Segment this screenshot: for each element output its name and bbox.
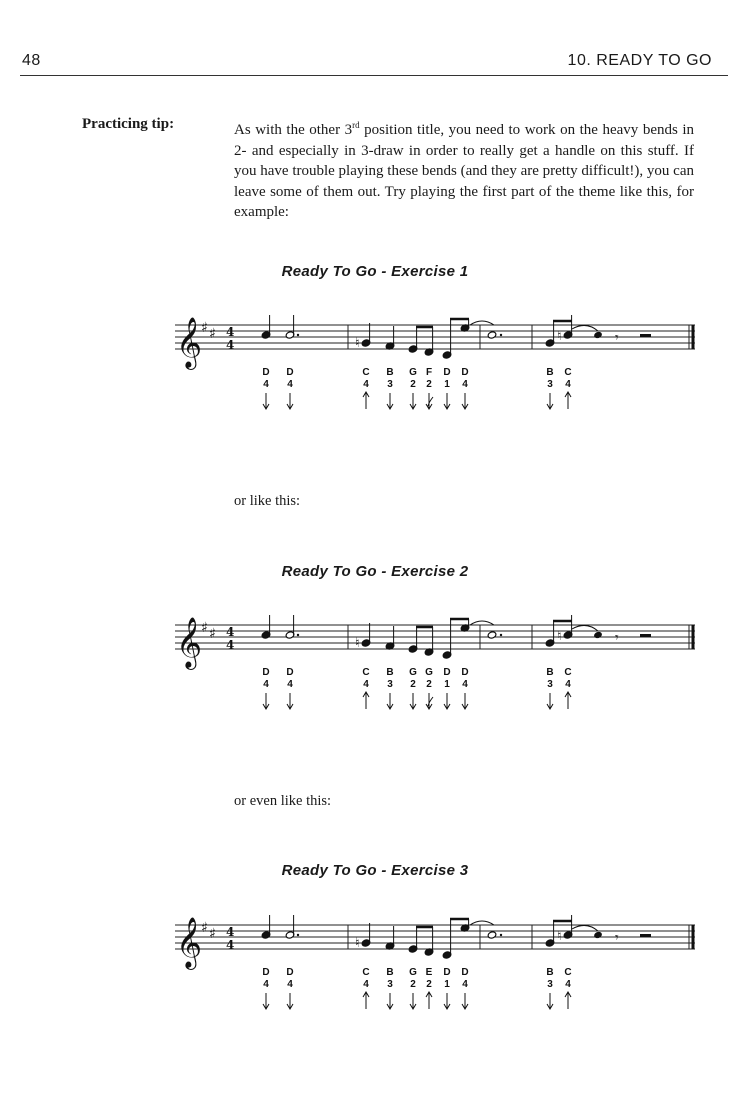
time-signature-bottom: 4 — [226, 338, 235, 352]
tie — [572, 325, 598, 331]
eighth-rest-icon: 𝄾 — [615, 630, 619, 646]
note-head — [487, 931, 497, 939]
dot — [500, 334, 502, 336]
chapter-title: 10. READY TO GO — [567, 52, 712, 69]
tab-hole-number: 1 — [444, 379, 450, 390]
tab-note-letter: G — [409, 967, 417, 978]
tab-note-letter: B — [546, 967, 554, 978]
tab-hole-number: 4 — [263, 679, 269, 690]
tab-hole-number: 4 — [263, 979, 269, 990]
tip-text-start: As with the other 3 — [234, 122, 353, 138]
tab-hole-number: 4 — [363, 679, 369, 690]
tab-note-letter: D — [286, 967, 294, 978]
tip-text-end: position title, you need to work on the heavy bends in 2- and especially in 3-draw in order to really get a handle on this stuff. If you have trouble playing these bends (and they are pretty difficult!), you can leave some of them out. Try playing the first part of the theme like this, for example: — [234, 122, 695, 220]
treble-clef-icon: 𝄞 — [176, 317, 203, 368]
tab-hole-number: 3 — [547, 379, 553, 390]
tab-hole-number: 3 — [547, 679, 553, 690]
key-sharp-icon: ♯ — [209, 626, 216, 642]
exercise-2-staff — [0, 605, 750, 715]
time-signature-top: 4 — [226, 325, 235, 339]
treble-clef-icon: 𝄞 — [176, 617, 203, 668]
tab-note-letter: D — [443, 367, 451, 378]
half-rest-icon — [640, 934, 651, 937]
time-signature-top: 4 — [226, 925, 235, 939]
tab-hole-number: 2 — [426, 379, 432, 390]
natural-icon: ♮ — [355, 936, 360, 951]
tab-note-letter: C — [564, 367, 572, 378]
tab-hole-number: 3 — [387, 679, 393, 690]
dot — [297, 334, 299, 336]
tab-note-letter: B — [546, 367, 554, 378]
tab-hole-number: 4 — [363, 379, 369, 390]
tab-note-letter: D — [262, 967, 270, 978]
tie — [572, 625, 598, 631]
note-head — [487, 331, 497, 339]
tab-hole-number: 4 — [565, 679, 571, 690]
tab-note-letter: C — [564, 667, 572, 678]
natural-icon: ♮ — [557, 629, 562, 644]
tab-note-letter: E — [425, 967, 433, 978]
exercise-3-staff — [0, 905, 750, 1015]
tab-hole-number: 2 — [410, 979, 416, 990]
tab-hole-number: 2 — [410, 379, 416, 390]
time-signature-bottom: 4 — [226, 938, 235, 952]
tab-hole-number: 4 — [565, 379, 571, 390]
tab-note-letter: D — [262, 367, 270, 378]
page-number: 48 — [22, 52, 41, 69]
tie — [572, 925, 598, 931]
dot — [500, 634, 502, 636]
half-rest-icon — [640, 634, 651, 637]
tie — [470, 321, 494, 325]
tab-hole-number: 4 — [287, 379, 293, 390]
eighth-rest-icon: 𝄾 — [615, 330, 619, 346]
tab-hole-number: 3 — [387, 979, 393, 990]
tab-hole-number: 4 — [263, 379, 269, 390]
tab-hole-number: 3 — [547, 979, 553, 990]
key-sharp-icon: ♯ — [209, 926, 216, 942]
key-sharp-icon: ♯ — [201, 920, 208, 936]
tip-label: Practicing tip: — [82, 116, 175, 132]
tab-note-letter: B — [386, 667, 394, 678]
dot — [297, 934, 299, 936]
half-rest-icon — [640, 334, 651, 337]
tab-note-letter: G — [409, 367, 417, 378]
tab-hole-number: 4 — [462, 379, 468, 390]
tab-hole-number: 4 — [287, 979, 293, 990]
tab-note-letter: C — [564, 967, 572, 978]
note-head — [593, 331, 603, 339]
key-sharp-icon: ♯ — [209, 326, 216, 342]
exercise-3-title: Ready To Go - Exercise 3 — [281, 862, 469, 879]
tab-note-letter: D — [443, 667, 451, 678]
tab-hole-number: 4 — [565, 979, 571, 990]
key-sharp-icon: ♯ — [201, 320, 208, 336]
tab-note-letter: C — [362, 667, 370, 678]
time-signature-bottom: 4 — [226, 638, 235, 652]
tab-note-letter: D — [461, 667, 469, 678]
tie — [470, 921, 494, 925]
tab-hole-number: 4 — [363, 979, 369, 990]
tab-note-letter: D — [262, 667, 270, 678]
exercise-1-title: Ready To Go - Exercise 1 — [281, 263, 469, 280]
tab-hole-number: 4 — [462, 979, 468, 990]
tip-text — [234, 115, 694, 223]
time-signature-top: 4 — [226, 625, 235, 639]
tab-hole-number: 3 — [387, 379, 393, 390]
tab-hole-number: 4 — [287, 679, 293, 690]
natural-icon: ♮ — [557, 329, 562, 344]
tab-note-letter: C — [362, 967, 370, 978]
eighth-rest-icon: 𝄾 — [615, 930, 619, 946]
tab-note-letter: F — [425, 367, 433, 378]
note-head — [593, 631, 603, 639]
tab-hole-number: 2 — [426, 979, 432, 990]
or-like-this-text: or like this: — [234, 493, 301, 509]
dot — [297, 634, 299, 636]
tab-hole-number: 1 — [444, 679, 450, 690]
tab-note-letter: B — [546, 667, 554, 678]
header-rule — [20, 75, 728, 76]
note-head — [487, 631, 497, 639]
tab-hole-number: 4 — [462, 679, 468, 690]
tab-hole-number: 1 — [444, 979, 450, 990]
tab-note-letter: D — [443, 967, 451, 978]
tab-hole-number: 2 — [426, 679, 432, 690]
treble-clef-icon: 𝄞 — [176, 917, 203, 968]
or-even-like-this-text: or even like this: — [234, 793, 332, 809]
tab-note-letter: C — [362, 367, 370, 378]
tip-text-superscript: rd — [352, 120, 360, 130]
natural-icon: ♮ — [355, 336, 360, 351]
tab-note-letter: D — [286, 367, 294, 378]
tab-note-letter: G — [409, 667, 417, 678]
tab-note-letter: B — [386, 967, 394, 978]
tab-note-letter: D — [461, 367, 469, 378]
tie — [470, 621, 494, 625]
tab-note-letter: B — [386, 367, 394, 378]
exercise-2-title: Ready To Go - Exercise 2 — [281, 563, 469, 580]
tab-hole-number: 2 — [410, 679, 416, 690]
tab-note-letter: G — [425, 667, 433, 678]
tab-note-letter: D — [286, 667, 294, 678]
natural-icon: ♮ — [355, 636, 360, 651]
dot — [500, 934, 502, 936]
note-head — [593, 931, 603, 939]
key-sharp-icon: ♯ — [201, 620, 208, 636]
tab-note-letter: D — [461, 967, 469, 978]
natural-icon: ♮ — [557, 929, 562, 944]
exercise-1-staff — [0, 305, 750, 415]
